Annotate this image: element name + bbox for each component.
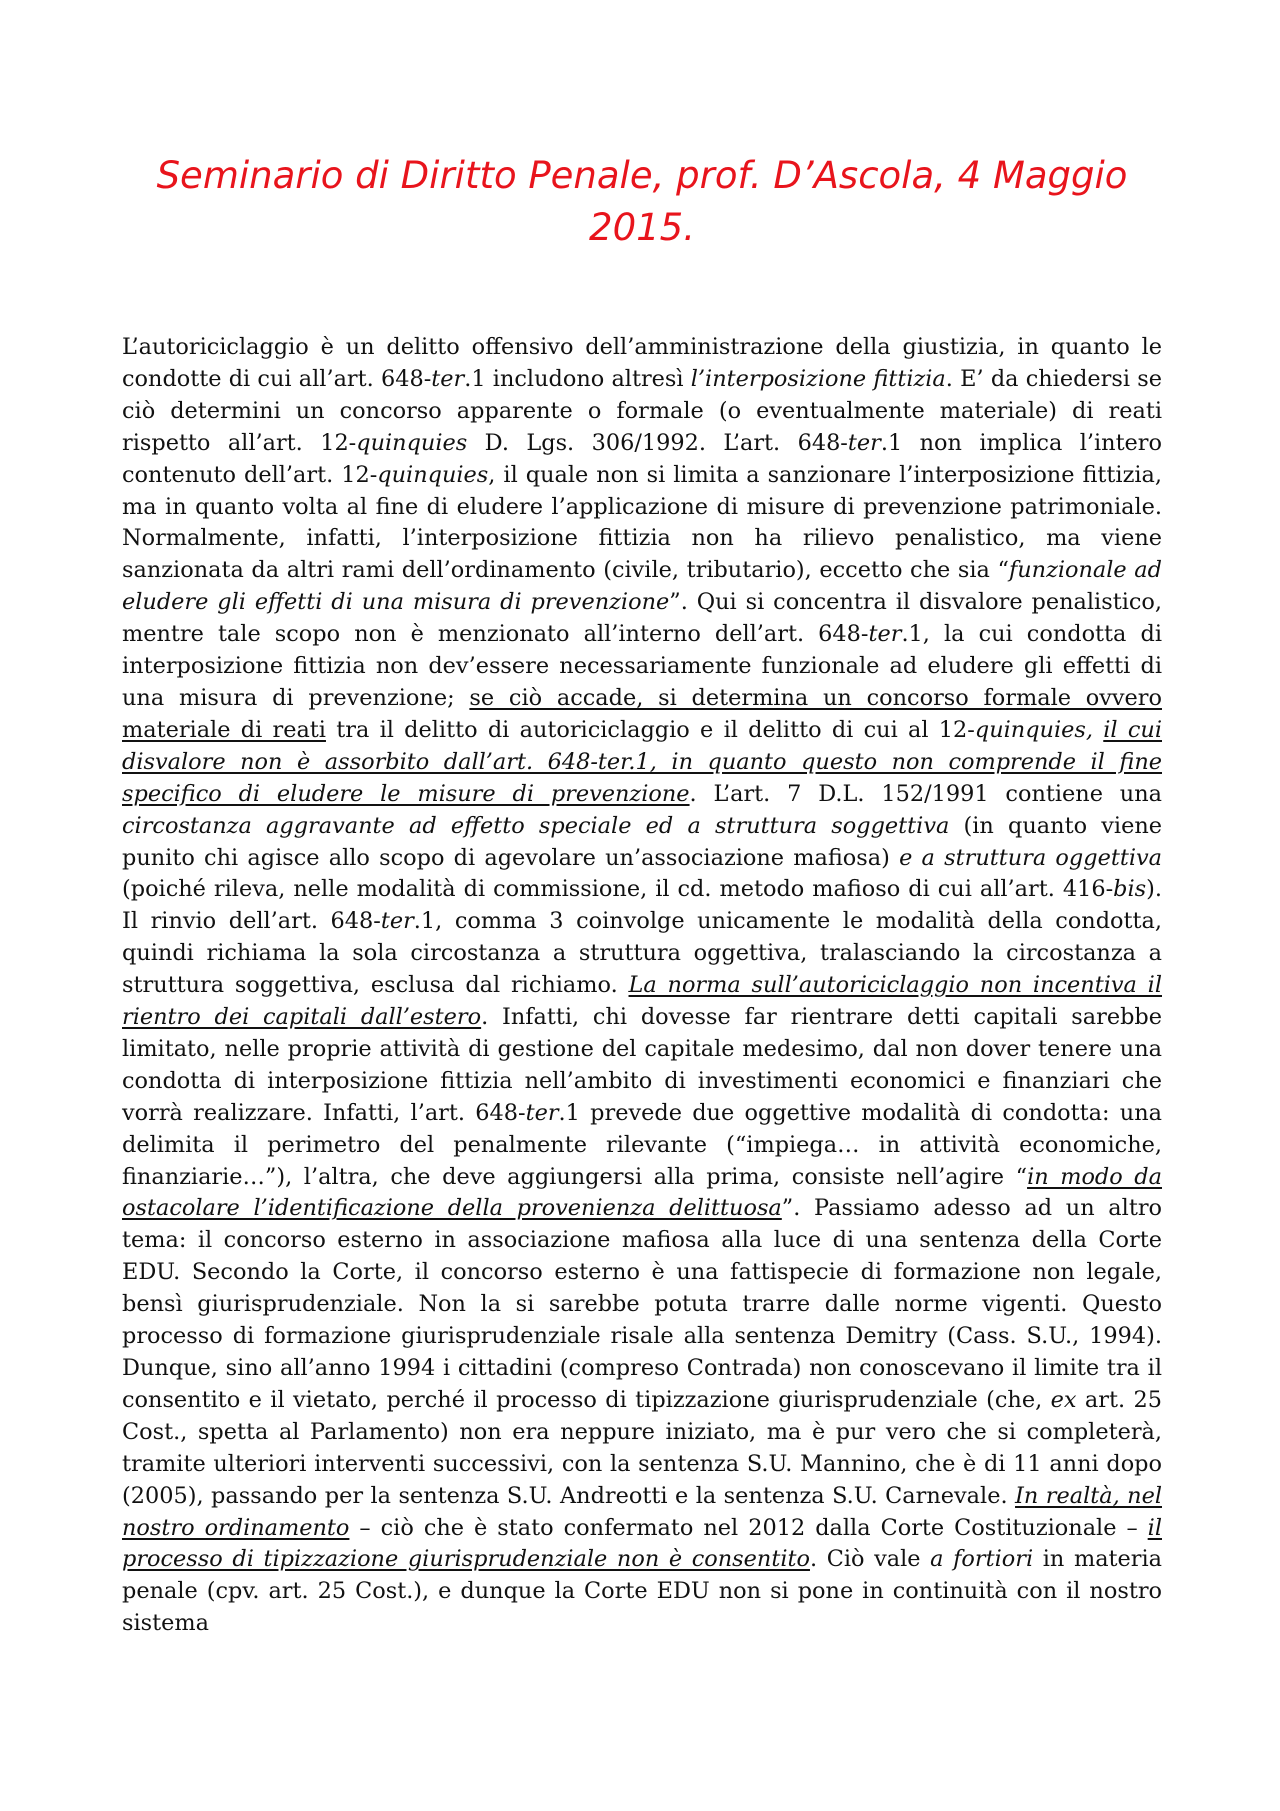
body-text-run: art. 25 Cost., spetta al Parlamento) non era neppure iniziato, ma è pur vero che si completerà, tramite ulteriori interventi successivi, con la sentenza S.U. Mannino, che è di 11 anni dopo (2005), passando per la sentenza S.U. Andreotti e la sentenza S.U. Carnevale. [122,1386,1162,1509]
body-text-run: L’autoriciclaggio è un delitto offensivo dell’amministrazione della giustizia, in quanto le condotte di cui all’art. 648- [122,334,1162,392]
body-text-run: D. Lgs. 306/1992. L’art. 648- [467,429,848,456]
emphasized-underlined-text: in modo da ostacolare l’identificazione della provenienza delittuosa [122,1163,1162,1222]
emphasized-text: a fortiori [930,1546,1034,1573]
emphasized-underlined-text: il processo di tipizzazione giurisprudenziale non è consentito [122,1514,1162,1573]
body-text-run: , il quale non si limita a sanzionare l’interposizione fittizia, ma in quanto volta al fine di eludere l’applicazione di misure di prevenzione patrimoniale. Normalmente, infatti, l’interposizione fittizia non ha rilievo penalistico, ma viene sanzionata da altri rami dell’ordinamento (civile, tributario), eccetto che sia “ [122,461,1163,584]
emphasized-text: ter [868,621,902,648]
emphasized-text: ter [847,429,881,456]
emphasized-text: ex [1050,1386,1077,1413]
body-text-run: in materia penale (cpv. art. 25 Cost.), e dunque la Corte EDU non si pone in continuità con il nostro sistema [122,1546,1162,1637]
body-text-run: – ciò che è stato confermato nel 2012 dalla Corte Costituzionale – [349,1514,1148,1541]
underlined-text: se ciò accade, si determina un concorso formale ovvero materiale di reati [122,684,1162,743]
emphasized-text: circostanza aggravante ad effetto speciale ed a struttura soggettiva [122,812,950,839]
body-text-run: ”. Passiamo adesso ad un altro tema: il concorso esterno in associazione mafiosa alla luce di una sentenza della Corte EDU. Secondo la Corte, il concorso esterno è una fattispecie di formazione non legale, bensì giurisprudenziale. Non la si sarebbe potuta trarre dalle norme vigenti. Questo processo di formazione giurisprudenziale risale alla sentenza Demitry (Cass. S.U., 1994). Dunque, sino all’anno 1994 i cittadini (compreso Contrada) non conoscevano il limite tra il consentito e il vietato, perché il processo di tipizzazione giurisprudenziale (che, [122,1195,1162,1413]
emphasized-text: funzionale ad eludere gli effetti di una misura di prevenzione [122,557,1162,616]
emphasized-text: ter [431,365,465,392]
emphasized-text: quinquies [356,429,468,456]
body-text-run: (in quanto viene punito chi agisce allo scopo di agevolare un’associazione mafiosa) [122,812,1162,871]
emphasized-text: ter [380,908,414,935]
body-paragraph [122,332,1162,1640]
body-text-run: .1, comma 3 coinvolge unicamente le modalità della condotta, quindi richiama la sola circostanza a struttura oggettiva, tralasciando la circostanza a struttura soggettiva, esclusa dal richiamo. [122,908,1162,999]
body-text-run: .1 includono altresì [464,365,691,392]
body-text-run: . L’art. 7 D.L. 152/1991 contiene una [689,780,1162,807]
body-text-run: ). Il rinvio dell’art. 648- [122,876,1162,935]
body-text-run: . E’ da chiedersi se ciò determini un concorso apparente o formale (o eventualmente materiale) di reati rispetto all’art. 12- [122,365,1162,456]
body-text-run: ”. Qui si concentra il disvalore penalistico, mentre tale scopo non è menzionato all’interno dell’art. 648- [122,589,1162,648]
emphasized-text: ter [525,1099,559,1126]
emphasized-underlined-text: In realtà, nel nostro ordinamento [122,1482,1162,1541]
emphasized-text: quinquies [377,461,489,488]
emphasized-text: , [1085,716,1104,743]
body-text-run: .1 non implica l’intero contenuto dell’art. 12- [122,429,1162,488]
document-title: Seminario di Diritto Penale, prof. D’Ascola, 4 Maggio 2015. [156,154,1128,249]
emphasized-underlined-text: La norma sull’autoriciclaggio non incentiva il rientro dei capitali dall’estero [122,972,1162,1031]
emphasized-text: quinquies [974,716,1086,743]
emphasized-text: bis [1113,876,1147,903]
body-text-run: tra il delitto di autoriciclaggio e il delitto di cui al 12- [325,716,975,743]
emphasized-text: e a struttura oggettiva [899,844,1162,871]
body-text-run: .1 prevede due oggettive modalità di condotta: una delimita il perimetro del penalmente rilevante (“impiega… in attività economiche, finanziarie…”), l’altra, che deve aggiungersi alla prima, consiste nell’agire “ [122,1099,1162,1190]
emphasized-text: l’interposizione fittizia [690,365,946,392]
body-text-run: (poiché rileva, nelle modalità di commissione, il cd. metodo mafioso di cui all’art. 416- [122,876,1114,903]
emphasized-underlined-text: il cui disvalore non è assorbito dall’art. 648-ter.1, in quanto questo non comprende il fine specifico di eludere le misure di prevenzione [122,716,1162,807]
body-text-run: . Infatti, chi dovesse far rientrare detti capitali sarebbe limitato, nelle proprie attività di gestione del capitale medesimo, dal non dover tenere una condotta di interposizione fittizia nell’ambito di investimenti economici e finanziari che vorrà realizzare. Infatti, l’art. 648- [122,1004,1162,1126]
body-text-run: . Ciò vale [809,1546,931,1573]
body-text-run: .1, la cui condotta di interposizione fittizia non dev’essere necessariamente funzionale ad eludere gli effetti di una misura di prevenzione; [122,621,1162,711]
